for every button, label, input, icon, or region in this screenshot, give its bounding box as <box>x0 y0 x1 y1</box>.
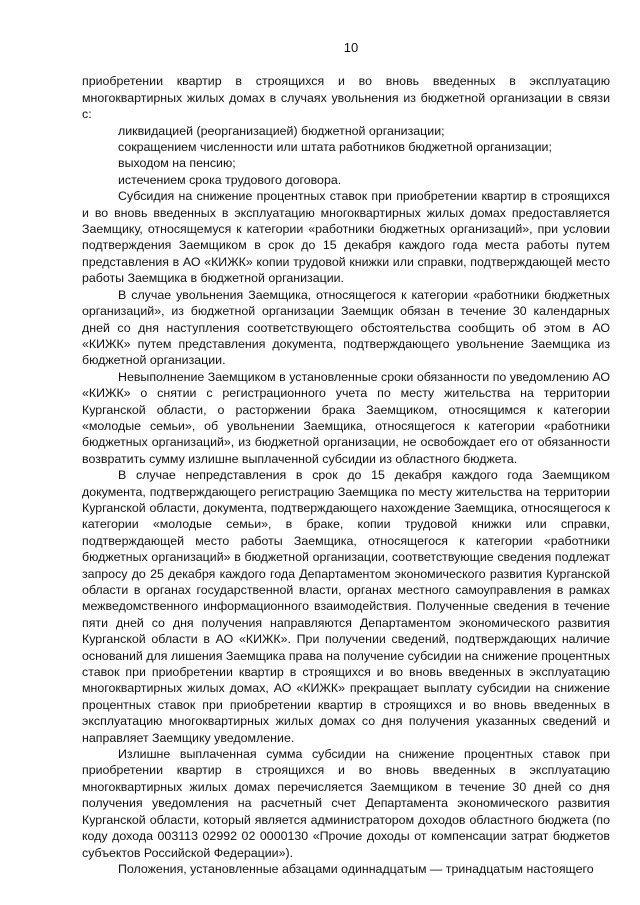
paragraph-dismissal-notice: В случае увольнения Заемщика, относящегося к категории «работники бюджетных организаций», из бюджетной организации Заемщик обязан в течение 30 календарных дней со дня наступления соответствующего обстоятельства сообщить об этом в АО «КИЖК» путем представления документа, подтверждающего увольнение Заемщика из бюджетной организации. <box>82 287 610 368</box>
list-item-retirement: выходом на пенсию; <box>118 156 236 171</box>
paragraph-non-submission: В случае непредставления в срок до 15 декабря каждого года Заемщиком документа, подтверждающего регистрацию Заемщика по месту жительства на территории Курганской области, документа, подтверждающего нахождение Заемщика, относящегося к категории «молодые семьи», в браке, копии трудовой книжки или справки, подтверждающей место работы Заемщика, относящегося к категории «работники бюджетных организаций» в бюджетной организации, соответствующие сведения подлежат запросу до 25 декабря каждого года Департаментом экономического развития Курганской области в органах государственной власти, органах местного самоуправления в рамках межведомственного информационного взаимодействия. Полученные сведения в течение пяти дней со дня получения направляются Департаментом экономического развития Курганской области в АО «КИЖК». При получении сведений, подтверждающих наличие оснований для лишения Заемщика права на получение субсидии на снижение процентных ставок при приобретении квартир в строящихся и во вновь введенных в эксплуатацию многоквартирных жилых домах, АО «КИЖК» прекращает выплату субсидии на снижение процентных ставок при приобретении квартир в строящихся и во вновь введенных в эксплуатацию многоквартирных жилых домах со дня получения указанных сведений и направляет Заемщику уведомление. <box>82 468 610 745</box>
list-item-staff-reduction: сокращением численности или штата работников бюджетной организации; <box>118 140 552 155</box>
paragraph-provisions: Положения, установленные абзацами одиннадцатым — тринадцатым настоящего <box>118 861 594 876</box>
paragraph-overpayment-return: Излишне выплаченная сумма субсидии на снижение процентных ставок при приобретении квартир в строящихся и во вновь введенных в эксплуатацию многоквартирных жилых домах перечисляется Заемщиком в течение 30 дней со дня получения уведомления на расчетный счет Департамента экономического развития Курганской области, который является администратором доходов областного бюджета (по коду дохода 003113 02992 02 0000130 «Прочие доходы от компенсации затрат бюджетов субъектов Российской Федерации»). <box>82 747 610 860</box>
page-number: 10 <box>343 40 359 55</box>
paragraph-non-fulfillment: Невыполнение Заемщиком в установленные сроки обязанности по уведомлению АО «КИЖК» о снятии с регистрационного учета по месту жительства на территории Курганской области, о расторжении брака Заемщиком, относящимся к категории «молодые семьи», об увольнении Заемщика, относящегося к категории «работники бюджетных организаций», из бюджетной организации, не освобождает его от обязанности возвратить сумму излишне выплаченной субсидии из областного бюджета. <box>82 369 610 466</box>
paragraph-subsidy-condition: Субсидия на снижение процентных ставок при приобретении квартир в строящихся и во вновь введенных в эксплуатацию многоквартирных жилых домах предоставляется Заемщику, относящемуся к категории «работники бюджетных организаций», при условии подтверждения Заемщиком в срок до 15 декабря каждого года места работы путем представления в АО «КИЖК» копии трудовой книжки или справки, подтверждающей место работы Заемщика в бюджетной организации. <box>82 189 610 286</box>
list-item-contract-expiry: истечением срока трудового договора. <box>118 172 342 187</box>
document-page <box>82 40 610 877</box>
paragraph-continuation: приобретении квартир в строящихся и во вновь введенных в эксплуатацию многоквартирных жилых домах в случаях увольнения из бюджетной организации в связи с: <box>82 74 610 122</box>
list-item-liquidation: ликвидацией (реорганизацией) бюджетной организации; <box>118 123 445 138</box>
